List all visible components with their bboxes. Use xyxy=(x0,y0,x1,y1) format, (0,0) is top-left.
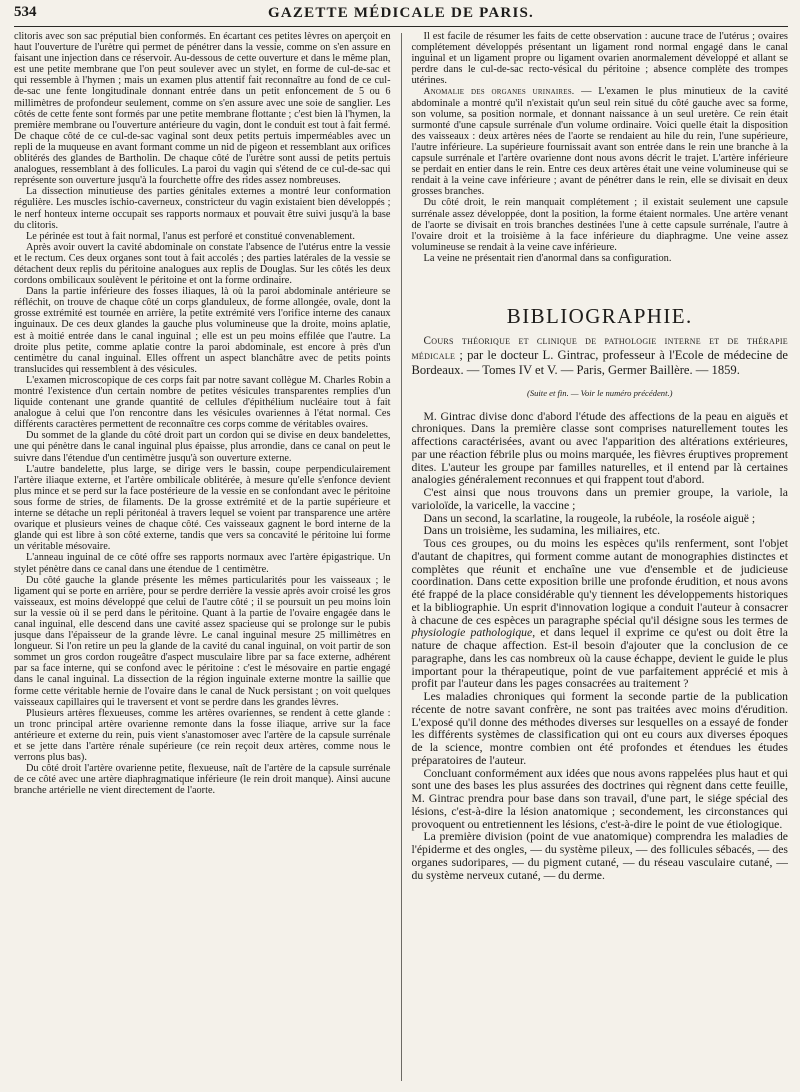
right-top-section xyxy=(411,31,788,264)
suite-note: (Suite et fin. — Voir le numéro précédent.) xyxy=(526,387,673,398)
paragraph: Les maladies chroniques qui forment la seconde partie de la publication récente de notre savant confrère, ne sont pas traitées avec moins d'érudition. L'exposé qu'il donne des méthodes diverses sur lesquelles on a essayé de fonder les différents systèmes de classification qui ont eu cours aux diverses époques de la science, montre combien ont été profondes et étendues les études préparatoires de l'auteur. xyxy=(411,690,788,767)
paragraph: Dans la partie inférieure des fosses iliaques, là où la paroi abdominale antérieure se réfléchit, on trouve de chaque côté un corps glanduleux, de forme allongée, ovale, dont la grosse extrémité est tournée en arrière, la petite extrémité vers l'orifice interne des canaux inguinaux. De ces deux glandes la gauche plus volumineuse que la droite, moins aplatie, est à moitié entrée dans le canal inguinal ; elle est un peu moins effilée que l'autre. La droite plus petite, comme aplatie contre la paroi abdominale, est encore à près d'un centimètre du canal inguinal. Elles offrent un aspect blanchâtre avec de petits points translucides qui ressemblent à des vésicules. xyxy=(14,286,391,375)
right-column xyxy=(401,31,788,1087)
reference-title: Cours théorique et clinique de pathologie interne et de thérapie médicale xyxy=(411,334,788,363)
paragraph: Du sommet de la glande du côté droit part un cordon qui se divise en deux bandelettes, une qui pénètre dans le canal inguinal plus épaisse, plus arrondie, dans ce canal on peut le suivre dans l'étendue d'un centimètre jusqu'à son ouverture externe. xyxy=(14,430,391,464)
paragraph: La première division (point de vue anatomique) comprendra les maladies de l'épiderme et des ongles, — du système pileux, — des follicules sébacés, — des organes sudoripares, — du pigment cutané, — du réseau vasculaire cutané, — du système nerveux cutané, — du derme. xyxy=(411,830,788,882)
paragraph: Du côté droit l'artère ovarienne petite, flexueuse, naît de l'artère de la capsule surrénale de ce côté avec une artère diaphragmatique inférieure (le rein droit manque). Ainsi aucune branche artérielle ne vient directement de l'aorte. xyxy=(14,763,391,797)
emphasis-term: physiologie pathologique xyxy=(411,626,533,640)
left-column xyxy=(14,31,401,1087)
page-number: 534 xyxy=(14,4,37,20)
paragraph: Concluant conformément aux idées que nous avons rappelées plus haut et qui sont une des bases les plus assurées des doctrines qui règnent dans cette feuille, M. Gintrac prendra pour base dans son travail, d'une part, le siége spécial des lésions, c'est-à-dire la lésion anatomique ; secondement, les circonstances qui provoquent ou entretiennent les lésions, c'est-à-dire le point de vue étiologique. xyxy=(411,766,788,831)
paragraph: L'examen microscopique de ces corps fait par notre savant collègue M. Charles Robin a montré l'existence d'un certain nombre de petites vésicules transparentes remplies d'un liquide contenant une grande quantité de cellules d'épithélium nucléaire tout à fait analogue à celui que l'on rencontre dans les vésicules ovariennes à l'état normal. Ces différents caractères permettent de reconnaître ces corps comme de véritables ovaires. xyxy=(14,374,391,431)
bibliography-title: BIBLIOGRAPHIE. xyxy=(506,303,693,328)
paragraph: Dans un second, la scarlatine, la rougeole, la rubéole, la roséole aiguë ; xyxy=(423,511,756,525)
paragraph: Dans un troisième, les sudamina, les miliaires, etc. xyxy=(423,524,661,538)
anomaly-paragraph xyxy=(411,86,788,197)
reference-details: ; par le docteur L. Gintrac, professeur à l'Ecole de médecine de Bordeaux. — Tomes IV et V. — Paris, Germer Baillère. — 1859. xyxy=(411,348,788,378)
paragraph: clitoris avec son sac préputial bien conformés. En écartant ces petites lèvres on aperçoit en haut l'ouverture de l'urètre qui permet de pénétrer dans la vessie, comme on s'en assure en faisant une injection dans ce réservoir. Au-dessous de cette ouverture et dans le même plan, est une petite membrane que l'on peut soulever avec un stylet, en forme de cul-de-sac et qui ressemble à l'hymen ; mais un examen plus attentif fait reconnaître au fond de ce cul-de-sac une fente longitudinale donnant entrée dans un petit enfoncement de 5 ou 6 millimètres de profondeur seulement, comme on s'en assure avec une soie de sanglier. Les côtés de cette fente sont formés par une petite membrane flottante ; c'est bien là l'hymen, la première membrane ou l'ouverture antérieure du vagin, dont le conduit est tout à fait fermé. De chaque côté de ce cul-de-sac vaginal sont deux petits pertuis imperméables avec un repli de la muqueuse en avant formant comme un nid de pigeon et ressemblant aux orifices oblitérés des glandes de Bartholin. De chaque côté de l'urètre sont aussi de petits pertuis analogues, ressemblant à des follicules. La paroi du vagin qui s'étend de ce cul-de-sac qui représente son ouverture jusqu'à la fourchette offre des rides assez nombreuses. xyxy=(14,31,391,187)
paragraph-text: Tous ces groupes, ou du moins les espèces qu'ils renferment, sont l'objet d'autant de chapitres, qui forment comme autant de monographies distinctes et complètes que réunit et enchaîne une vue d'ensemble et de judicieuse coordination. Dans cette exposition brille une profonde érudition, et nous avons été frappé de la place considérable qu'y tiennent les développements historiques et la bibliographie. Un esprit d'innovation logique a conduit l'auteur à consacrer à chacune de ces espèces un paragraphe spécial qu'il désigne sous les termes de xyxy=(411,537,788,627)
running-title: GAZETTE MÉDICALE DE PARIS. xyxy=(268,4,534,21)
anomaly-heading: Anomalie des organes urinaires. xyxy=(423,86,575,98)
bibliography-body xyxy=(411,411,788,883)
paragraph: L'autre bandelette, plus large, se dirige vers le bassin, coupe perpendiculairement l'artère iliaque externe, et l'artère ombilicale oblitérée, à mesure qu'elle s'enfonce devient plus mince et se perd sur la face postérieure de la vessie en se confondant avec le péritoine sous forme de stries, de filaments. De la grosse extrémité et de la partie supérieure et interne se détache un repli péritonéal à travers lequel se voient par transparence une artère ovarique et plusieurs veines de chaque côté. Ces vaisseaux gagnent le bord interne de la glande qui est libre à son côté externe, tandis que vers sa concavité le péritoine lui forme un véritable mésovaire. xyxy=(14,463,391,553)
page-header xyxy=(14,0,788,27)
anomaly-text: — L'examen le plus minutieux de la cavité abdominale a montré qu'il n'existait qu'un seul rein situé du côté gauche avec sa forme, son volume, sa position normale, et donnant naissance à un seul uretère. Ce rein était surmonté d'une capsule surrénale d'un volume ordinaire. Voici quelle était la disposition des vaisseaux : deux artères nées de l'aorte se rendaient au hile du rein, l'une supérieure, l'autre inférieure. La supérieure fournissait avant son entrée dans le rein une branche à la capsule surrénale et l'artère ovarienne dont nous avons décrit le trajet. L'artère inférieure se perdait en entier dans le rein. Entre ces deux artères était une veine volumineuse qui se rendait à la veine cave inférieure ; avant de pénétrer dans le rein, elle se divisait en deux grosses branches. xyxy=(411,86,788,198)
paragraph: Le périnée est tout à fait normal, l'anus est perforé et constitué convenablement. xyxy=(26,230,355,242)
paragraph: M. Gintrac divise donc d'abord l'étude des affections de la peau en aiguës et chroniques. Dans la première classe sont comprises naturellement toutes les affections caractérisées, avant ou avec l'apparition des altérations extérieures, par une réaction fébrile plus ou moins marquée, les fièvres éruptives proprement dites. L'auteur les groupe par familles naturelles, et il entend par là certaines analogies généralement reconnues et qui frappent tout d'abord. xyxy=(411,409,788,487)
paragraph: L'anneau inguinal de ce côté offre ses rapports normaux avec l'artère épigastrique. Un stylet pénètre dans ce canal dans une étendue de 1 centimètre. xyxy=(14,552,391,575)
paragraph: Il est facile de résumer les faits de cette observation : aucune trace de l'utérus ; ovaires complétement développés présentant un ligament rond normal engagé dans le canal inguinal et un ligament propre ou ligament ovarien anormalement développé et allant se perdre dans le cul-de-sac recto-vésical du péritoine ; absence complète des trompes utérines. xyxy=(411,31,788,87)
bibliography-reference xyxy=(411,333,788,378)
paragraph: La veine ne présentait rien d'anormal dans sa configuration. xyxy=(423,252,672,264)
paragraph: Du côté droit, le rein manquait complétement ; il existait seulement une capsule surrénale assez développée, dont la position, la forme étaient normales. Une artère venant de l'aorte se divisait en trois branches destinées l'une à cette capsule surrénale, l'autre à l'ovaire droit et la troisième à la face inférieure du diaphragme. Une veine assez volumineuse se rendait à la veine cave inférieure. xyxy=(411,197,788,253)
section-gap xyxy=(411,264,788,304)
paragraph: Après avoir ouvert la cavité abdominale on constate l'absence de l'utérus entre la vessie et le rectum. Ces deux organes sont tout à fait accolés ; des parties latérales de la vessie se détachent deux replis du péritoine analogues aux replis de Douglas. Sur les côtés les deux cordons ombilicaux soulèvent le péritoine et ont la forme ordinaire. xyxy=(14,241,391,287)
paragraph: Du côté gauche la glande présente les mêmes particularités pour les vaisseaux ; le ligament qui se porte en arrière, pour se perdre derrière la vessie après avoir croisé les gros vaisseaux, est moins développé que celui de l'autre côté ; il se poursuit un peu moins loin sur la vessie où il se perd dans le péritoine. Quant à la partie de l'ovaire engagée dans le canal inguinal, elle descend dans une cavité assez spacieuse qui se prolonge sur le pubis jusque dans l'épaisseur de la grande lèvre. Le canal inguinal mesure 25 millimètres en longueur. Si l'on retire un peu la glande de la cavité du canal inguinal, on voit partir de son sommet un gros cordon rougeâtre d'aspect musculaire libre par sa face externe, adhérent par sa face interne, qui se confond avec le péritoine : c'est le mésovaire en partie engagé dans le canal inguinal. La dissection de la région inguinale externe montre la saillie que forme cette véritable hernie de l'ovaire dans le canal de Nuck persistant ; on voit quelques vaisseaux capillaires qui le traversent et vont se perdre dans les grandes lèvres. xyxy=(14,574,391,708)
paragraph xyxy=(411,538,788,691)
paragraph: Plusieurs artères flexueuses, comme les artères ovariennes, se rendent à cette glande : un tronc principal artère ovarienne remonte dans la fosse iliaque, arrive sur la face antérieure et externe du rein, puis vient s'anastomoser avec l'artère de la capsule surrénale et se jette dans l'artère rénale supérieure (ce rein reçoit deux artères, comme nous le verrons plus bas). xyxy=(14,707,391,764)
columns xyxy=(14,31,788,1087)
paragraph-text: , et dans lequel il exprime ce qu'est ou doit être la nature de chaque affection. Est-il besoin d'ajouter que la conclusion de ce paragraphe, dans les cas nombreux où la cause échappe, devient le guide le plus important pour la thérapeutique, point de vue parfaitement apprécié et mis à profit par l'auteur dans les pages consacrées au traitement ? xyxy=(411,626,788,691)
paragraph: C'est ainsi que nous trouvons dans un premier groupe, la variole, la varioloïde, la varicelle, la vaccine ; xyxy=(411,486,788,512)
paragraph: La dissection minutieuse des parties génitales externes a montré leur conformation régulière. Les muscles ischio-caverneux, constricteur du vagin existaient bien développés ; le nerf honteux interne occupait ses rapports normaux et pouvait être suivi jusqu'à la base du clitoris. xyxy=(14,186,391,231)
